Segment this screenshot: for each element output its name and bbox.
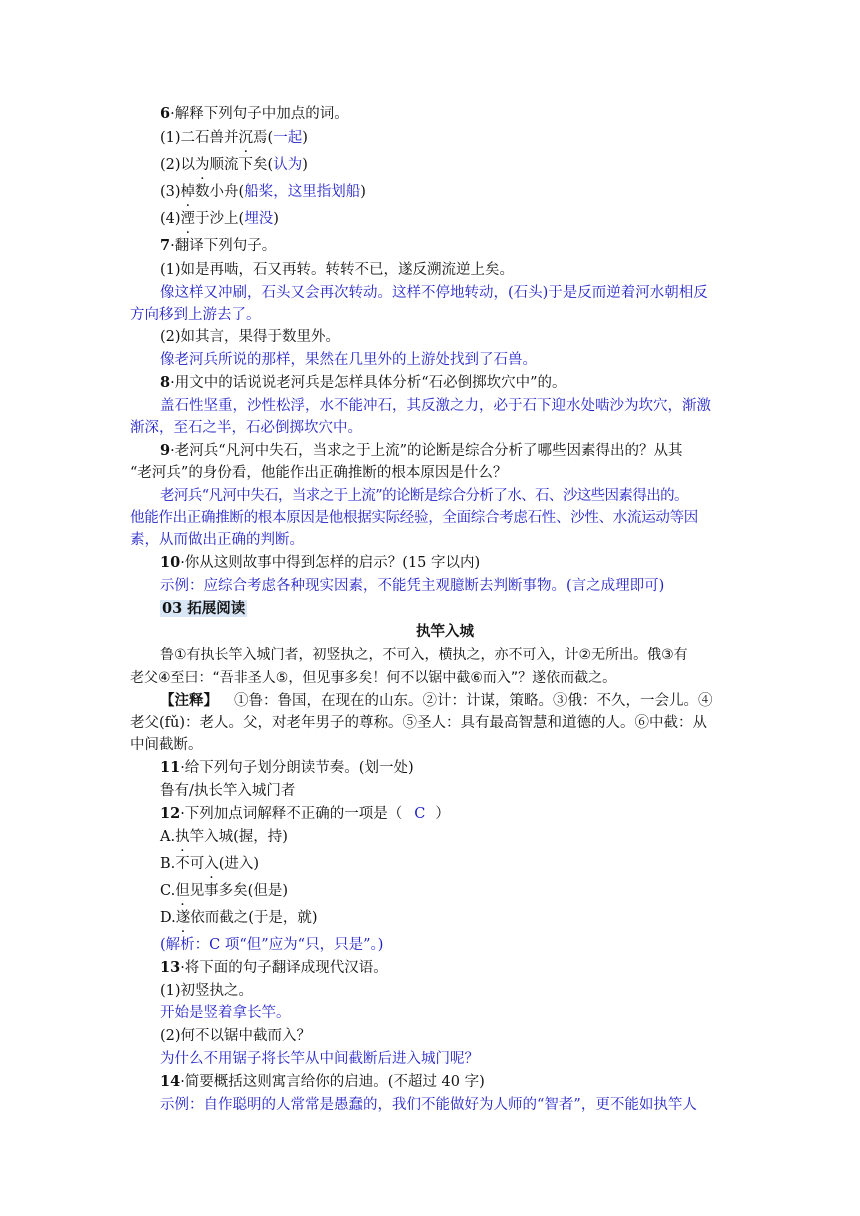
question-9 xyxy=(160,441,683,461)
q13-sentence-1: (1)初竖执之。 xyxy=(160,983,254,999)
question-11 xyxy=(160,758,414,778)
question-stem: ·简要概括这则寓言给你的启迪。(不超过 40 字) xyxy=(180,1074,485,1090)
section-header xyxy=(160,599,247,619)
question-stem: ·翻译下列句子。 xyxy=(170,238,277,254)
question-stem: ·给下列句子划分朗读节奏。(划一处) xyxy=(180,760,414,776)
q12-option-a: A.执竿入城(握，持) xyxy=(160,829,288,845)
q6-item-1: (1)二石兽并沉焉(一起) xyxy=(160,130,308,146)
dotted-word: 遂 xyxy=(175,910,191,926)
q7-answer-1-line-2: 方向移到上游去了。 xyxy=(130,307,261,323)
dotted-word: 棹 xyxy=(180,184,196,200)
passage-notes: 【注释】 ①鲁：鲁国，在现在的山东。②计：计谋，策略。③俄：不久，一会儿。④ xyxy=(160,692,713,709)
question-10 xyxy=(160,553,480,573)
q8-answer-line-1: 盖石性坚重，沙性松浮，水不能冲石，其反激之力，必于石下迎水处啮沙为坎穴，渐激 xyxy=(160,398,711,414)
q12-analysis: (解析：C 项“但”应为“只，只是”。) xyxy=(160,937,384,953)
question-14 xyxy=(160,1072,485,1092)
q10-answer: 示例：应综合考虑各种现实因素，不能凭主观臆断去判断事物。(言之成理即可) xyxy=(160,578,665,594)
q13-answer-2: 为什么不用锯子将长竿从中间截断后进入城门呢？ xyxy=(160,1051,479,1067)
q6-item-2: (2)以为顺流下矣(认为) xyxy=(160,157,308,173)
q9-answer-line-3: 素，从而做出正确的判断。 xyxy=(130,532,304,548)
question-number: 8 xyxy=(160,374,171,391)
question-stem: ·下列加点词解释不正确的一项是（ xyxy=(180,806,403,822)
dotted-word: 沉 xyxy=(238,130,254,146)
dotted-word: 入 xyxy=(204,856,219,872)
q9-answer-line-2: 他能作出正确推断的根本原因是他根据实际经验，全面综合考虑石性、沙性、水流运动等因 xyxy=(130,510,698,526)
q6-item-3: (3)棹数小舟(船桨，这里指划船) xyxy=(160,184,366,200)
q13-sentence-2: (2)何不以锯中截而入？ xyxy=(160,1028,312,1044)
passage-title: 执竿入城 xyxy=(416,623,474,640)
dotted-word: 但 xyxy=(175,883,190,899)
q9-answer-line-1: 老河兵“凡河中失石，当求之于上流”的论断是综合分析了水、石、沙这些因素得出的。 xyxy=(160,488,688,504)
q11-answer: 鲁有/执长竿入城门者 xyxy=(160,783,296,799)
answer: 船桨，这里指划船 xyxy=(244,184,361,200)
question-number: 12 xyxy=(160,805,181,822)
question-12: 12·下列加点词解释不正确的一项是（ C ） xyxy=(160,805,450,822)
question-7 xyxy=(160,236,276,256)
answer: 一起 xyxy=(273,130,303,146)
q7-sentence-1: (1)如是再啮，石又再转。转转不已，遂反溯流逆上矣。 xyxy=(160,262,515,278)
question-number: 10 xyxy=(160,554,181,571)
question-stem: ·你从这则故事中得到怎样的启示？(15 字以内) xyxy=(180,555,481,571)
question-number: 9 xyxy=(160,442,171,459)
answer: 埋没 xyxy=(244,211,274,227)
answer: C xyxy=(414,806,426,822)
q7-answer-2: 像老河兵所说的那样，果然在几里外的上游处找到了石兽。 xyxy=(160,352,537,368)
notes-line-2: 老父(fǔ)：老人。父，对老年男子的尊称。⑤圣人：具有最高智慧和道德的人。⑥中截：从 xyxy=(130,715,708,731)
question-number: 6 xyxy=(160,105,171,122)
question-13 xyxy=(160,958,388,978)
question-stem: ·用文中的话说说老河兵是怎样具体分析“石必倒掷坎穴中”的。 xyxy=(170,375,567,391)
question-number: 7 xyxy=(160,237,171,254)
question-stem: ·将下面的句子翻译成现代汉语。 xyxy=(180,960,388,976)
q7-sentence-2: (2)如其言，果得于数里外。 xyxy=(160,329,341,345)
question-stem: ·解释下列句子中加点的词。 xyxy=(170,106,349,122)
question-8 xyxy=(160,373,567,393)
q6-item-4: (4)湮于沙上(埋没) xyxy=(160,211,279,227)
q12-option-d: D.遂依而截之(于是，就) xyxy=(160,910,318,926)
question-6 xyxy=(160,104,349,124)
dotted-word: 湮 xyxy=(180,211,196,227)
section-label: 03 拓展阅读 xyxy=(162,600,246,617)
dotted-word: 为 xyxy=(195,157,210,173)
question-stem: ·老河兵“凡河中失石，当求之于上流”的论断是综合分析了哪些因素得出的？从其 xyxy=(170,443,683,459)
q13-answer-1: 开始是竖着拿长竿。 xyxy=(160,1005,291,1021)
dotted-word: 执 xyxy=(175,829,190,845)
notes-label: 【注释】 xyxy=(160,692,218,709)
question-number: 14 xyxy=(160,1073,181,1090)
passage-line-1: 鲁①有执长竿入城门者，初竖执之，不可入，横执之，亦不可入，计②无所出。俄③有 xyxy=(160,647,688,663)
answer: 认为 xyxy=(273,157,303,173)
question-number: 13 xyxy=(160,959,181,976)
question-number: 11 xyxy=(160,759,181,776)
q12-option-b: B.不可入(进入) xyxy=(160,856,260,872)
q9-stem-line-2: “老河兵”的身份看，他能作出正确推断的根本原因是什么？ xyxy=(130,465,508,481)
q8-answer-line-2: 渐深，至石之半，石必倒掷坎穴中。 xyxy=(130,420,362,436)
q12-option-c: C.但见事多矣(但是) xyxy=(160,883,289,899)
notes-line-3: 中间截断。 xyxy=(130,737,203,753)
q7-answer-1-line-1: 像这样又冲刷，石头又会再次转动。这样不停地转动，(石头)于是反而逆着河水朝相反 xyxy=(160,285,708,301)
q14-answer: 示例：自作聪明的人常常是愚蠢的，我们不能做好为人师的“智者”，更不能如执竿人 xyxy=(160,1097,697,1113)
passage-line-2: 老父④至曰：“吾非圣人⑤，但见事多矣！何不以锯中截⑥而入”？遂依而截之。 xyxy=(130,670,617,686)
